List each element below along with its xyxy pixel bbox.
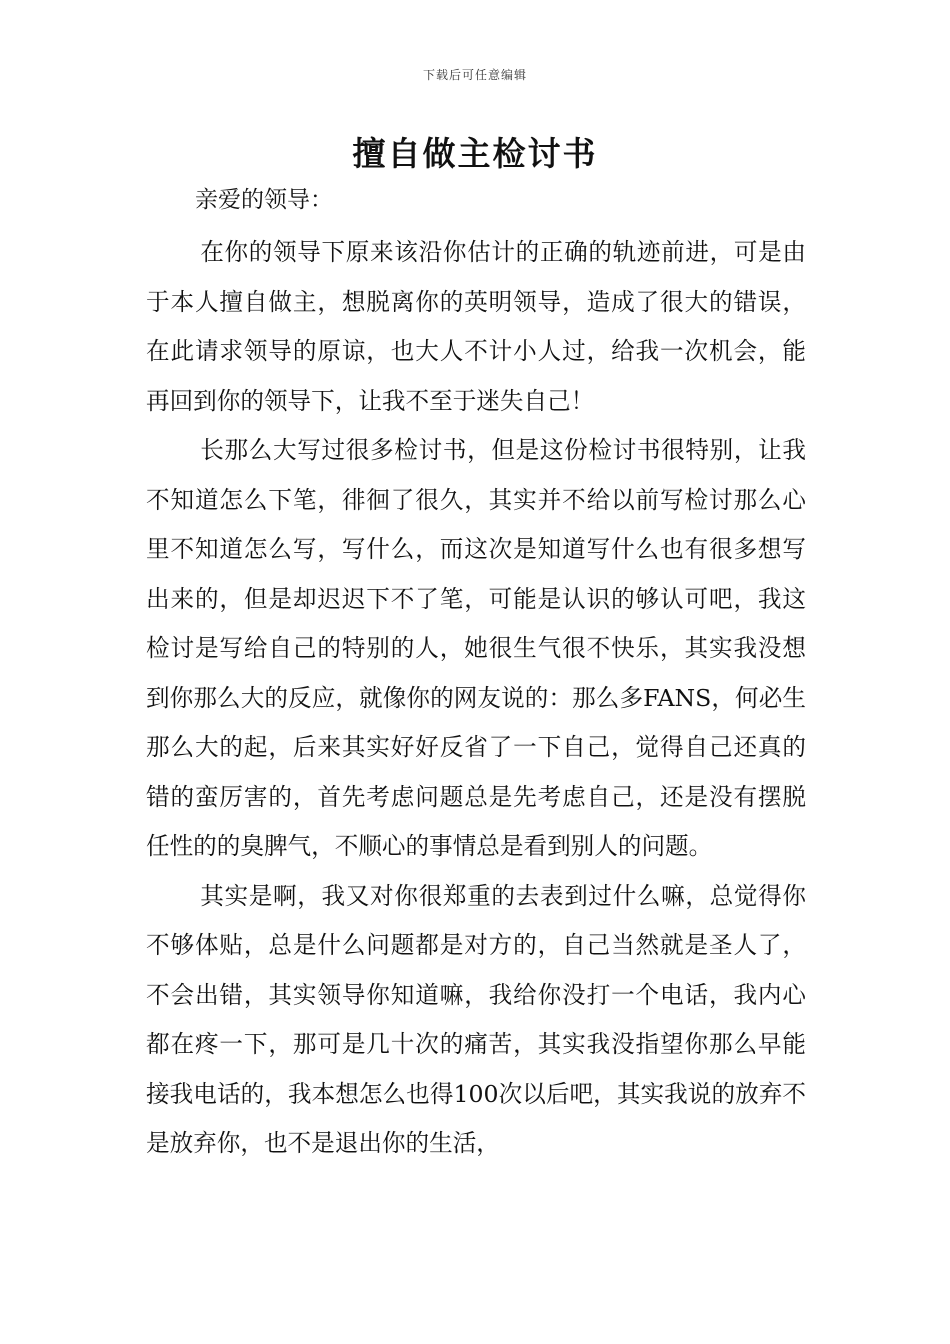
salutation: 亲爱的领导： [195,187,333,213]
document-title: 擅自做主检讨书 [352,134,598,173]
paragraph: 其实是啊，我又对你很郑重的去表到过什么嘛，总觉得你不够体贴，总是什么问题都是对方的，自己当然就是圣人了，不会出错，其实领导你知道嘛，我给你没打一个电话，我内心都在疼一下，那可是几十次的痛苦，其实我没指望你那么早能接我电话的，我本想怎么也得100次以后吧，其实我说的放弃不是放弃你，也不是退出你的生活， [146,881,806,1157]
document-body [146,228,806,1169]
paragraph: 长那么大写过很多检讨书，但是这份检讨书很特别，让我不知道怎么下笔，徘徊了很久，其实并不给以前写检讨那么心里不知道怎么写，写什么，而这次是知道写什么也有很多想写出来的，但是却迟迟下不了笔，可能是认识的够认可吧，我这检讨是写给自己的特别的人，她很生气很不快乐，其实我没想到你那么大的反应，就像你的网友说的：那么多FANS，何必生那么大的起，后来其实好好反省了一下自己，觉得自己还真的错的蛮厉害的，首先考虑问题总是先考虑自己，还是没有摆脱任性的的臭脾气，不顺心的事情总是看到别人的问题。 [146,436,806,860]
header-note: 下载后可任意编辑 [422,68,527,82]
paragraph: 在你的领导下原来该沿你估计的正确的轨迹前进，可是由于本人擅自做主，想脱离你的英明领导，造成了很大的错误，在此请求领导的原谅，也大人不计小人过，给我一次机会，能再回到你的领导下，让我不至于迷失自己！ [146,238,806,415]
